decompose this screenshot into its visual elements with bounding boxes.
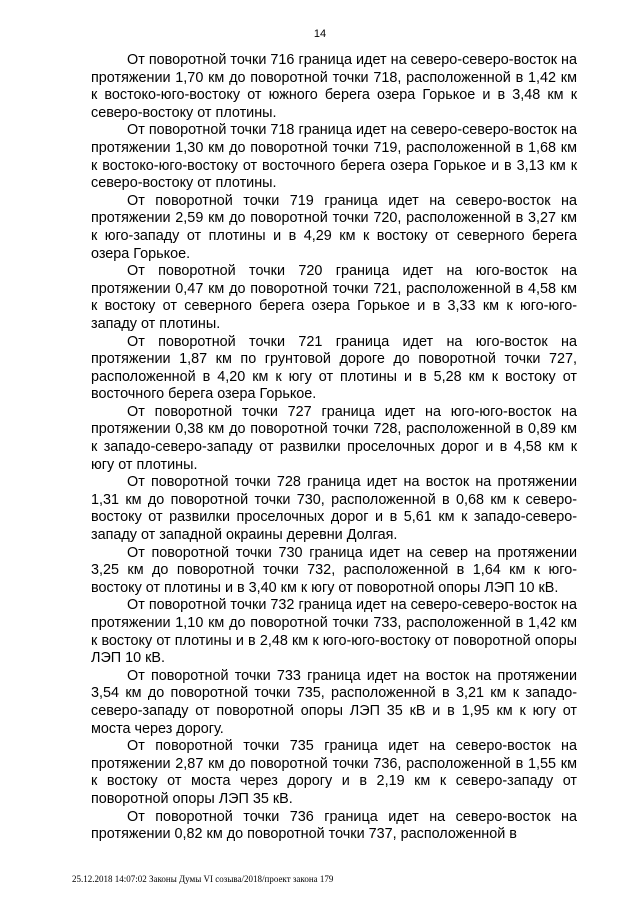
page-number: 14: [313, 28, 327, 40]
paragraph-733: От поворотной точки 733 граница идет на восток на протяжении 3,54 км до поворотной точки 735, расположенной в 3,21 км к западо-северо-западу от поворотной опоры ЛЭП 35 кВ и в 1,95 км к югу от моста через дорогу.: [91, 667, 577, 737]
paragraph-720: От поворотной точки 720 граница идет на юго-восток на протяжении 0,47 км до поворотной точки 721, расположенной в 4,58 км к востоку от северного берега озера Горькое и в 3,33 км к юго-юго-западу от плотины.: [91, 263, 577, 332]
paragraph-718: От поворотной точки 718 граница идет на северо-северо-восток на протяжении 1,30 км до поворотной точки 719, расположенной в 1,68 км к востоко-юго-востоку от восточного берега озера Горькое и в 3,13 км к северо-востоку от плотины.: [91, 122, 577, 192]
paragraph-732: От поворотной точки 732 граница идет на северо-северо-восток на протяжении 1,10 км до поворотной точки 733, расположенной в 1,42 км к востоку от плотины и в 2,48 км к юго-юго-востоку от поворотной опоры ЛЭП 10 кВ.: [91, 597, 577, 667]
paragraph-727: От поворотной точки 727 граница идет на юго-юго-восток на протяжении 0,38 км до поворотной точки 728, расположенной в 0,89 км к западо-северо-западу от развилки проселочных дорог и в 4,58 км к югу от плотины.: [91, 403, 577, 473]
document-body: [91, 52, 577, 844]
paragraph-730: От поворотной точки 730 граница идет на север на протяжении 3,25 км до поворотной точки 732, расположенной в 1,64 км к юго-востоку от плотины и в 3,40 км к югу от поворотной опоры ЛЭП 10 кВ.: [91, 544, 577, 596]
paragraph-721: От поворотной точки 721 граница идет на юго-восток на протяжении 1,87 км по грунтовой дороге до поворотной точки 727, расположенной в 4,20 км к югу от плотины и в 5,28 км к востоку от восточного берега озера Горькое.: [91, 333, 577, 403]
paragraph-736: От поворотной точки 736 граница идет на северо-восток на протяжении 0,82 км до поворотной точки 737, расположенной в: [91, 808, 577, 843]
paragraph-735: От поворотной точки 735 граница идет на северо-восток на протяжении 2,87 км до поворотной точки 736, расположенной в 1,55 км к востоку от моста через дорогу и в 2,19 км к северо-западу от поворотной опоры ЛЭП 35 кВ.: [91, 738, 577, 807]
paragraph-719: От поворотной точки 719 граница идет на северо-восток на протяжении 2,59 км до поворотной точки 720, расположенной в 3,27 км к юго-западу от плотины и в 4,29 км к востоку от северного берега озера Горькое.: [91, 192, 577, 262]
paragraph-728: От поворотной точки 728 граница идет на восток на протяжении 1,31 км до поворотной точки 730, расположенной в 0,68 км к северо-востоку от развилки проселочных дорог и в 5,61 км к западо-северо-западу от западной окраины деревни Долгая.: [91, 474, 577, 544]
document-footer: 25.12.2018 14:07:02 Законы Думы VI созыва/2018/проект закона 179: [72, 874, 334, 884]
paragraph-716: От поворотной точки 716 граница идет на северо-северо-восток на протяжении 1,70 км до поворотной точки 718, расположенной в 1,42 км к востоко-юго-востоку от южного берега озера Горькое и в 3,48 км к северо-востоку от плотины.: [91, 52, 577, 121]
